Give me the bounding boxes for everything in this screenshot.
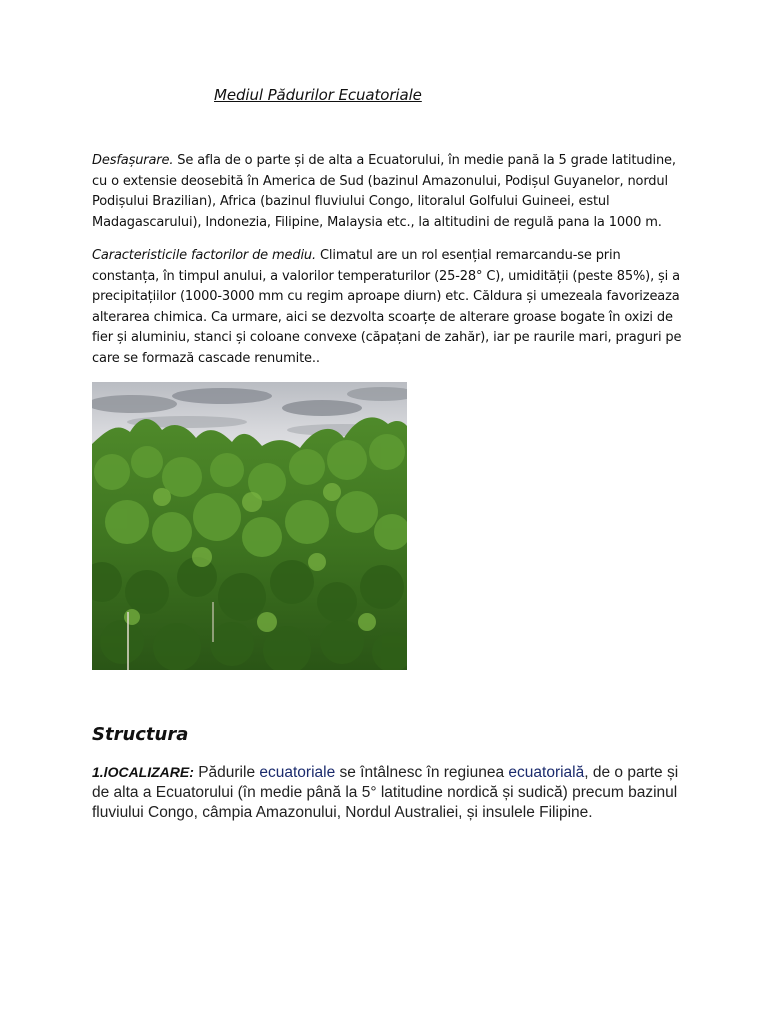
link-ecuatoriala[interactable]: ecuatorială: [508, 764, 585, 781]
rainforest-picture: [92, 382, 407, 670]
title-text: Mediul Pădurilor Ecuatoriale: [214, 86, 422, 104]
title-leading-underline: [92, 86, 214, 104]
rainforest-image: [92, 382, 407, 670]
section-heading: Structura: [92, 724, 189, 745]
paragraph-text: Pădurile: [193, 764, 260, 781]
paragraph-localizare: [92, 762, 692, 823]
paragraph-text: , de o parte și de alta a Ecuatorului (în medie până la 5° latitudine nordică și sudică) precum bazinul fluviului Congo, câmpia Amazonului, Nordul Australiei, și insulele Filipine.: [92, 764, 679, 821]
document-title: [92, 86, 422, 104]
paragraph-text: Climatul are un rol esențial remarcandu-se prin constanța, în timpul anului, a valorilor temperaturilor (25-28° C), umidității (peste 85%), și a precipitațiilor (1000-3000 mm cu regim aproape diurn) etc. Căldura și umezeala favorizeaza alterarea chimica. Ca urmare, aici se dezvolta scoarțe de alterare groase bogate în oxizi de fier și aluminiu, stanci și coloane convexe (căpațani de zahăr), iar pe raurile mari, praguri pe care se formază cascade renumite..: [92, 248, 682, 366]
link-ecuatoriale[interactable]: ecuatoriale: [259, 764, 336, 781]
paragraph-text: Se afla de o parte și de alta a Ecuatorului, în medie pană la 5 grade latitudine, cu o extensie deosebită în America de Sud (bazinul Amazonului, Podișul Guyanelor, nordul Podișului Brazilian), Africa (bazinul fluviului Congo, litoralul Golfului Guineei, estul Madagascarului), Indonezia, Filipine, Malaysia etc., la altitudini de regulă pana la 1000 m.: [92, 153, 676, 230]
paragraph-label: 1.lOCALIZARE:: [92, 764, 194, 780]
paragraph-label: Caracteristicile factorilor de mediu.: [92, 248, 317, 263]
paragraph-label: Desfașurare.: [92, 153, 174, 168]
paragraph-caracteristici: [92, 246, 682, 370]
paragraph-text: se întâlnesc în regiunea: [335, 764, 509, 781]
paragraph-desfasurare: [92, 151, 682, 233]
